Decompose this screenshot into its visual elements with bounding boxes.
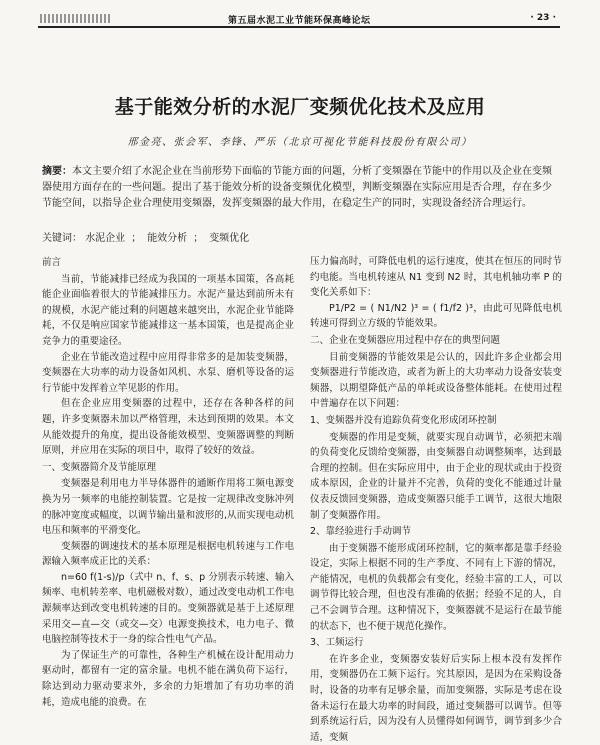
paragraph: 为了保证生产的可靠性，各种生产机械在设计配用动力驱动时，都留有一定的富余量。电机不能在满负荷下运行，除达到动力驱动要求外，多余的力矩增加了有功功率的消耗，造成电能的浪费。在 — [42, 649, 294, 708]
section-heading: 二、企业在变频器应用过程中存在的典型问题 — [310, 334, 501, 346]
conference-name: 第五届水泥工业节能环保高峰论坛 — [228, 16, 371, 26]
keywords: 关键词： 水泥企业 ； 能效分析 ； 变频优化 — [42, 233, 250, 244]
paragraph: 当前，节能减排已经成为我国的一项基本国策，各高耗能企业面临着很大的节能减排压力。水泥产量达到前所未有的规模，水泥产能过剩的问题越来越突出，水泥企业节能降耗，不仅是响应国家节能减排这一基本国策，也是提高企业竞争力的重要途径。 — [42, 273, 294, 347]
abstract-text: 本文主要介绍了水泥企业在当前形势下面临的节能方面的问题，分析了变频器在节能中的作用以及企业在变频器使用方面存在的一些问题。提出了基于能效分析的设备变频优化模型，判断变频器在实际应用是否合理，存在多少节能空间，以指导企业合理使用变频器，发挥变频器的最大作用，在稳定生产的同时，实现设备经济合理运行。 — [42, 166, 552, 209]
paragraph: 在许多企业，变频器安装好后实际上根本没有发挥作用，变频器仍在工频下运行。究其原因，是因为在采购设备时，设备的功率有足够余量，而加变频器，实际是考虑在设备未运行在最大功率的时间段，通过变频器可以调节。但等到系统运行后，因为没有人员懂得如何调节，调节到多少合适，变频 — [310, 653, 562, 743]
formula-line: P1/P2 = ( N1/N2 )³ = ( f1/f2 )³，由此可见降低电机转速可得到立方级的节能效果。 — [310, 302, 562, 330]
header-decoration — [40, 14, 110, 23]
page-header — [0, 0, 600, 28]
paragraph: 变频器是利用电力半导体器件的通断作用将工频电源变换为另一频率的电能控制装置。它是按一定规律改变脉冲列的脉冲宽度或幅度，以调节输出量和波形的,从而实现电动机电压和频率的平滑变化。 — [42, 478, 294, 537]
subsection-heading: 3、工频运行 — [310, 637, 364, 649]
abstract — [42, 164, 560, 212]
paper-title: 基于能效分析的水泥厂变频优化技术及应用 — [114, 96, 486, 118]
paragraph: 变频器的调速技术的基本原理是根据电机转速与工作电源输入频率成正比的关系： — [42, 540, 294, 568]
section-heading: 一、变频器简介及节能原理 — [42, 461, 157, 473]
keyword: 能效分析 — [147, 233, 188, 244]
paragraph: 变频器的作用是变频，就要实现自动调节，必须把末端的负荷变化反馈给变频器，由变频器自动调整频率，达到最合理的控制。但在实际应用中，由于企业的现状或由于投资成本原因，企业的计量并不完善，负荷的变化不能通过计量仪表反馈回变频器，造成变频器只能手工调节，这很大地限制了变频器作用。 — [310, 431, 562, 521]
page-number: · 23 · — [530, 13, 556, 23]
left-column — [42, 254, 294, 710]
paragraph: 但在企业应用变频器的过程中，还存在各种各样的问题，许多变频器未加以严格管理，未达到预期的效果。本文从能效提升的角度，提出设备能效模型、变频器调整的判断原则，并应用在实际的项目中，取得了较好的效益。 — [42, 398, 294, 457]
header-rule — [38, 26, 560, 28]
paragraph: 企业在节能改造过程中应用得非常多的是加装变频器，变频器在大功率的动力设备如风机、水泵、磨机等设备的运行节能中发挥着立竿见影的作用。 — [42, 351, 294, 394]
keyword: 水泥企业 — [85, 233, 126, 244]
right-column — [310, 254, 562, 745]
subsection-heading: 2、靠经验进行手动调节 — [310, 526, 412, 538]
abstract-label: 摘要： — [42, 166, 72, 177]
formula-paragraph: n=60 f(1-s)/p（式中 n、f、s、p 分别表示转速、输入频率、电机转差率、电机磁极对数），通过改变电动机工作电源频率达到改变电机转速的目的。变频器就是基于上述原理采用交—直—交（或交—交）电源变换技术，电力电子、微电脑控制等技术于一身的综合性电气产品。 — [42, 571, 294, 646]
paragraph: 由于变频器不能形成闭环控制，它的频率都是靠手经验设定，实际上根据不同的生产季度、不同有上下游的情况，产能情况，电机的负载都会有变化，经验丰富的工人，可以调节得比较合理，但也没有准确的依据；经验不足的人，自己不会调节合理。这种情况下，变频器就不是运行在最节能的状态下，也不便于规范化操作。 — [310, 542, 562, 632]
keywords-label: 关键词： — [42, 233, 82, 244]
section-heading-preface: 前言 — [42, 257, 62, 268]
keyword: 变频优化 — [209, 233, 250, 244]
paragraph: 目前变频器的节能效果是公认的，因此许多企业都会用变频器进行节能改造，或者为新上的大功率动力设备安装变频器，以期望降低产品的单耗或设备整体能耗。在使用过程中普遍存在以下问题： — [310, 351, 562, 410]
authors-line: 邢金亮、张会军、李锋、严乐（北京可视化节能科技股份有限公司） — [127, 137, 473, 148]
subsection-heading: 1、变频器并没有追踪负荷变化形成闭环控制 — [310, 414, 497, 426]
paragraph: 压力偏高时，可降低电机的运行速度，使其在恒压的同时节约电能。当电机转速从 N1 变到 N2 时，其电机轴功率 P 的变化关系如下： — [310, 256, 562, 299]
